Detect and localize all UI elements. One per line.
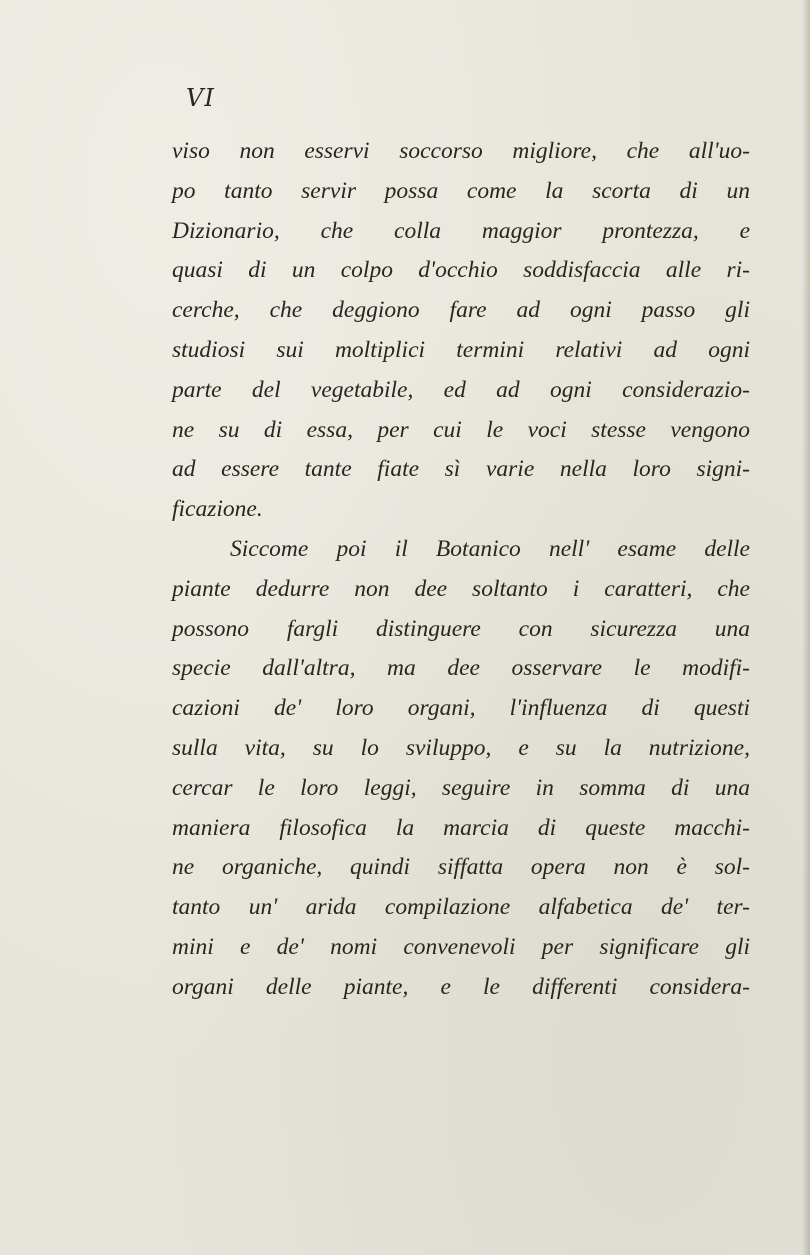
text-line: organi delle piante, e le differenti considera- xyxy=(172,973,750,1000)
text-line: possono fargli distinguere con sicurezza una xyxy=(172,615,750,642)
text-line: po tanto servir possa come la scorta di un xyxy=(172,177,750,204)
text-line: Dizionario, che colla maggior prontezza, e xyxy=(172,217,750,244)
text-line: viso non esservi soccorso migliore, che all'uo- xyxy=(172,138,750,164)
text-line: Siccome poi il Botanico nell' esame delle xyxy=(230,535,750,562)
text-line: studiosi sui moltiplici termini relativi ad ogni xyxy=(172,336,750,363)
text-line: cazioni de' loro organi, l'influenza di questi xyxy=(172,695,750,722)
text-line: ad essere tante fiate sì varie nella loro signi- xyxy=(172,456,750,483)
body-text xyxy=(172,132,750,1008)
text-line: ficazione. xyxy=(172,496,263,523)
text-line: maniera filosofica la marcia di queste macchi- xyxy=(172,814,750,841)
page-edge-shadow xyxy=(802,0,810,1255)
text-line: sulla vita, su lo sviluppo, e su la nutrizione, xyxy=(172,734,750,761)
text-line: piante dedurre non dee soltanto i caratteri, che xyxy=(172,575,750,602)
text-line: ne organiche, quindi siffatta opera non è sol- xyxy=(172,854,750,881)
text-line: specie dall'altra, ma dee osservare le modifi- xyxy=(172,655,750,682)
text-line: cerche, che deggiono fare ad ogni passo gli xyxy=(172,297,750,324)
page-number: VI xyxy=(186,84,215,112)
text-line: ne su di essa, per cui le voci stesse vengono xyxy=(172,416,750,443)
text-line: parte del vegetabile, ed ad ogni considerazio- xyxy=(172,376,750,403)
text-line: quasi di un colpo d'occhio soddisfaccia alle ri- xyxy=(172,257,750,284)
text-line: mini e de' nomi convenevoli per significare gli xyxy=(172,933,750,960)
text-line: tanto un' arida compilazione alfabetica de' ter- xyxy=(172,894,750,921)
text-line: cercar le loro leggi, seguire in somma di una xyxy=(172,774,750,801)
